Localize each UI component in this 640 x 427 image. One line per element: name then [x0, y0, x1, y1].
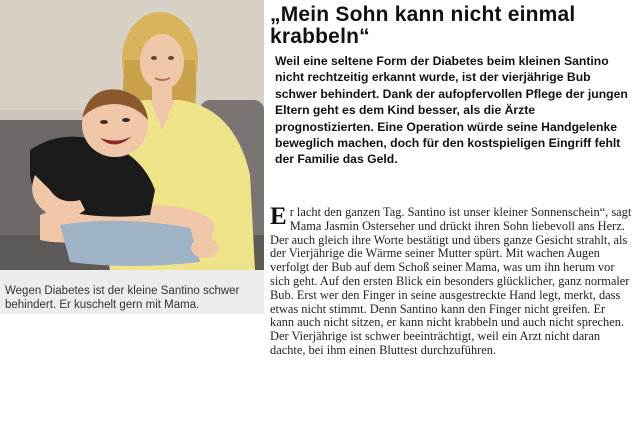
drop-cap: E — [270, 203, 287, 230]
article-lead: Weil eine seltene Form der Diabetes beim kleinen Santino nicht rechtzeitig erkannt wurde, ist der vierjährige Bub schwer behindert. Dank der aufopfervollen Pflege der jungen Eltern geht es dem Kind besser, als die Ärzte prognostizierten. Eine Operation würde seine Handgelenke beweglich machen, doch für den kostspieligen Eingriff fehlt der Familie das Geld. — [275, 54, 628, 167]
mother-and-child-photo — [0, 0, 264, 270]
article-body — [270, 203, 632, 358]
photo-caption: Wegen Diabetes ist der kleine Santino schwer behindert. Er kuschelt gern mit Mama. — [5, 284, 240, 311]
article-body-text: r lacht den ganzen Tag. Santino ist unser kleiner Sonnenschein“, sagt Mama Jasmin Osterseher und drückt ihren Sohn liebevoll ans Herz. Der auch gleich ihre Worte bestätigt und übers ganze Gesicht strahlt, als der Vierjährige die Wärme seiner Mutter spürt. Mit wachen Augen verfolgt der Bub auf dem Schoß seiner Mama, was um ihn herum vor sich geht. Auf den ersten Blick ein besonders glücklicher, ganz normaler Bub. Erst wer den Finger in seine ausgestreckte Hand legt, merkt, dass etwas nicht stimmt. Denn Santino kann den Finger nicht greifen. Er kann auch nicht sitzen, er kann nicht krabbeln und auch nicht sprechen. Der Vierjährige ist schwer beeinträchtigt, weil ein Arzt nicht daran dachte, bei ihm einen Bluttest durchzuführen. — [270, 205, 632, 357]
photo-column — [0, 0, 264, 314]
article-headline: „Mein Sohn kann nicht einmal krabbeln“ — [270, 3, 576, 48]
